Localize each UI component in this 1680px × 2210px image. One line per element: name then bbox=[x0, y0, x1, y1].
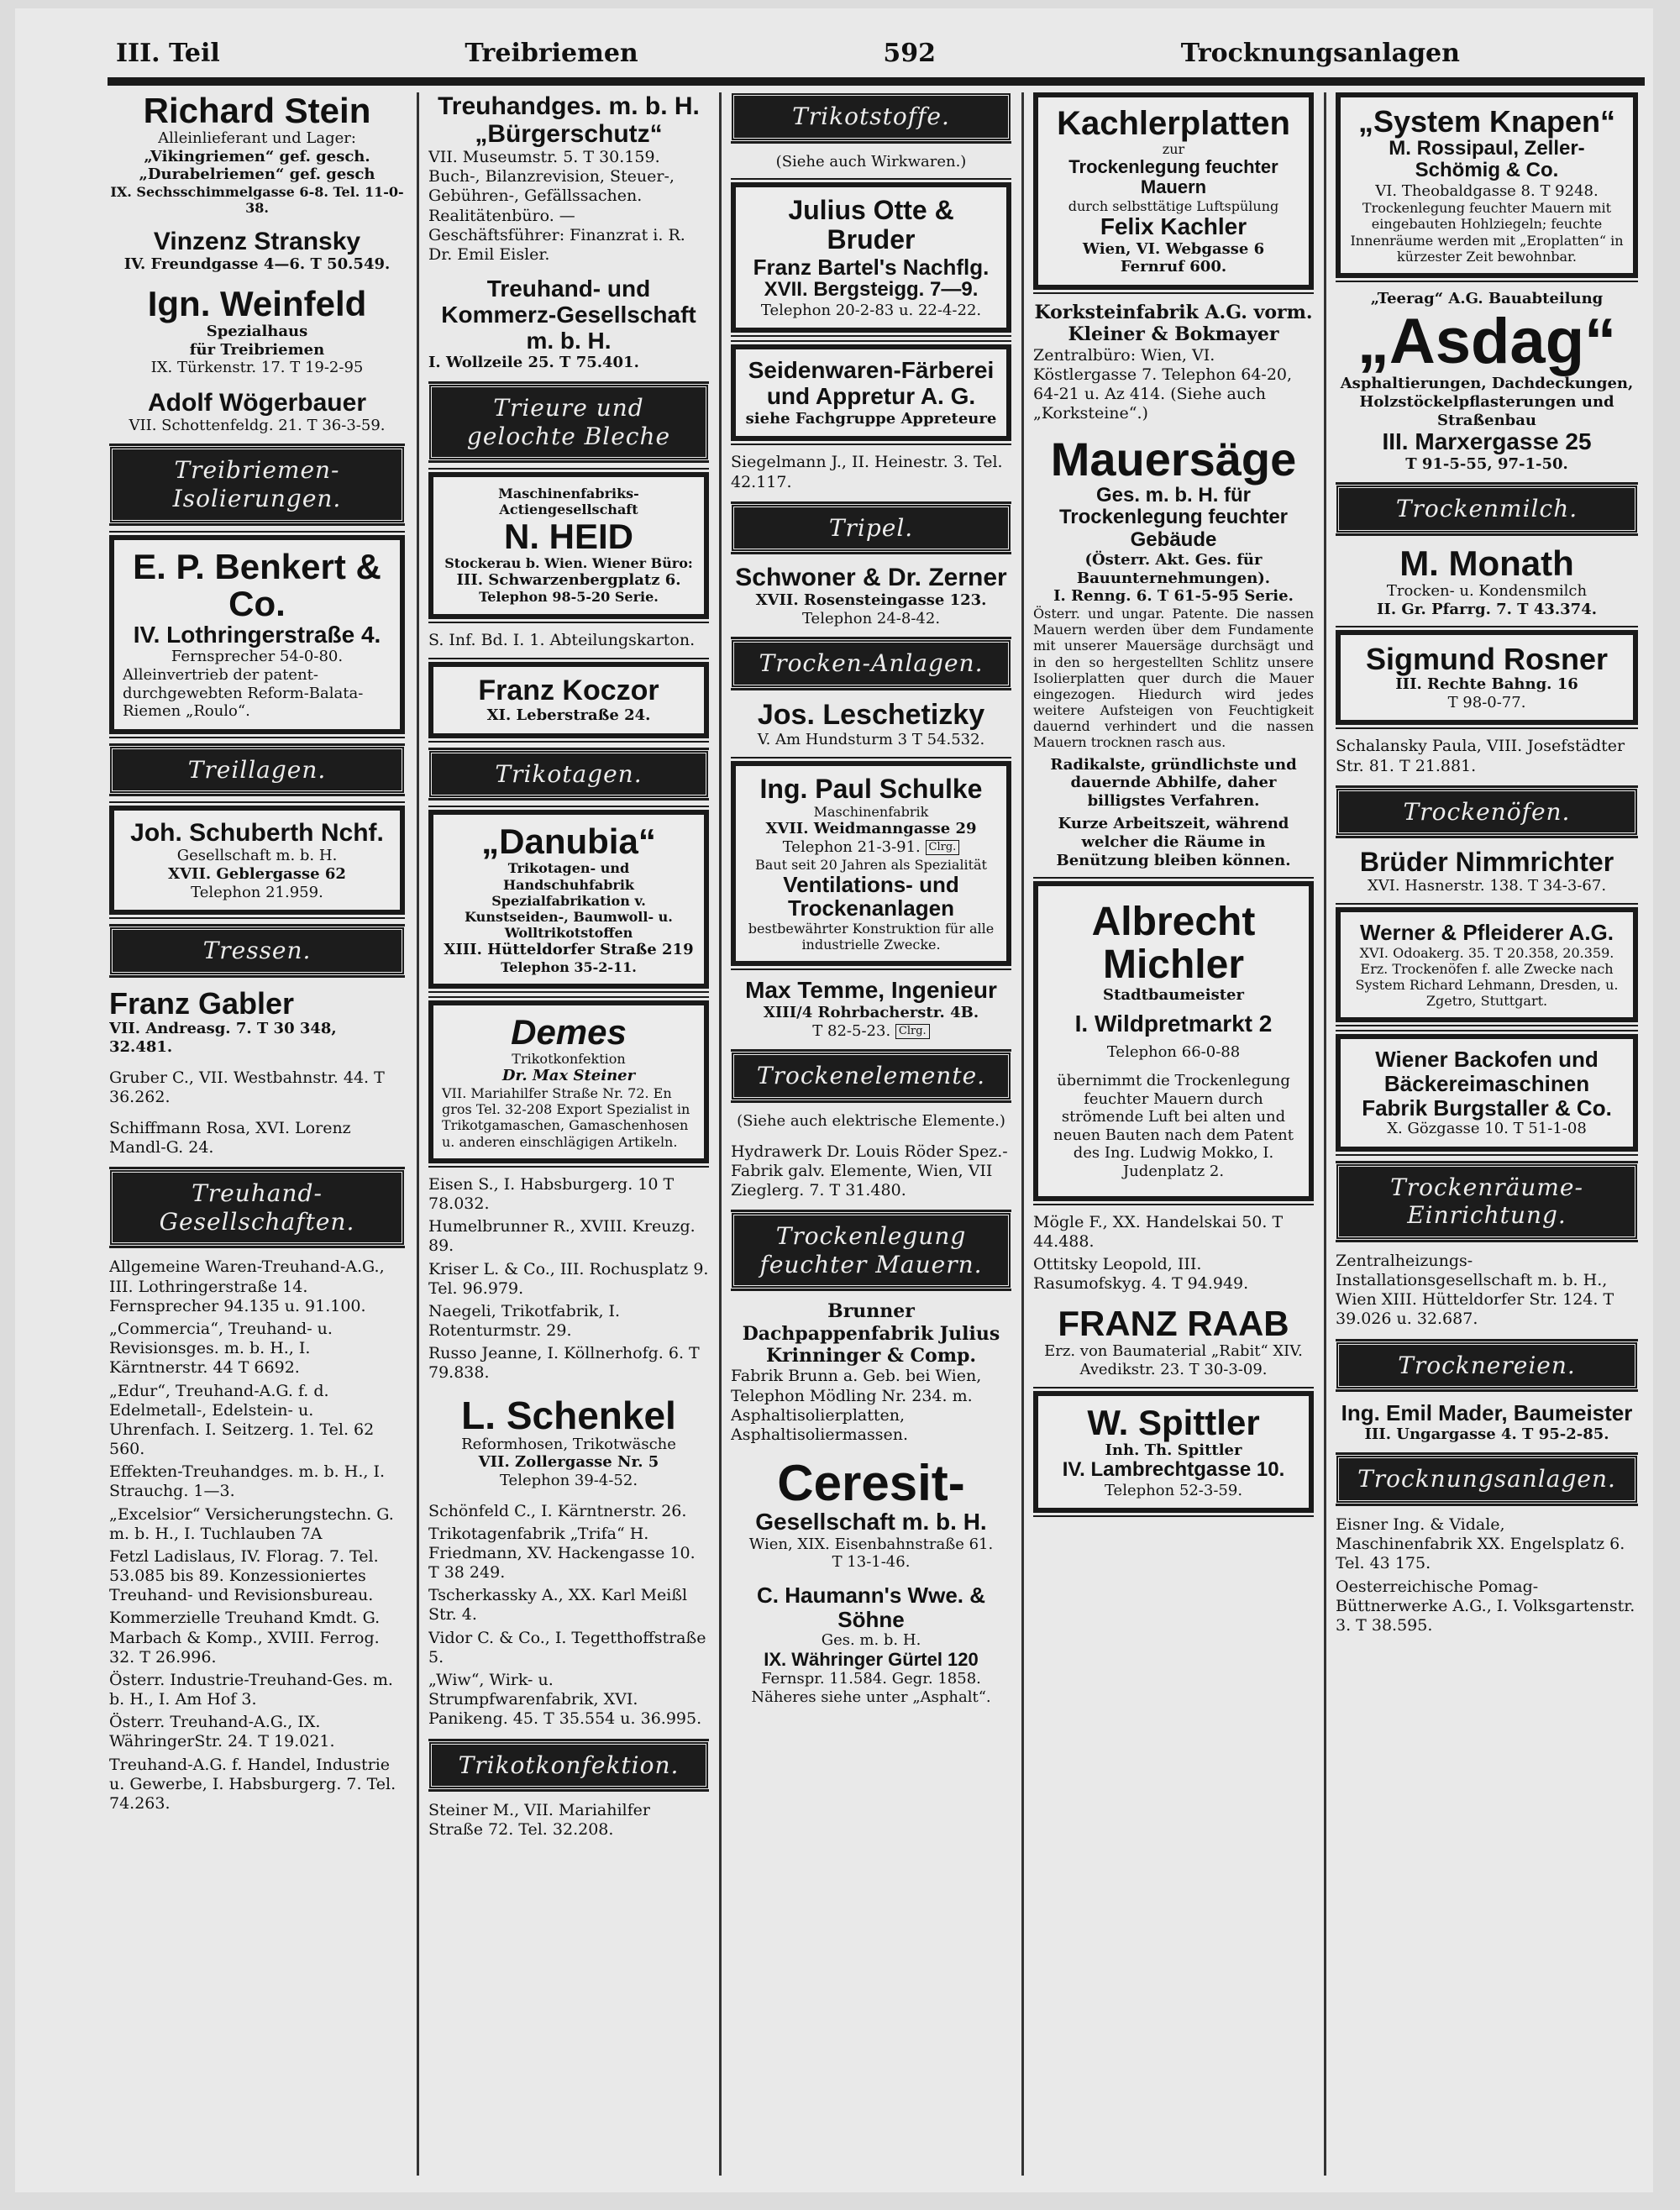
ad-text: VII. Museumstr. 5. T 30.159. Buch-, Bilanzrevision, Steuer-, Gebühren-, Gefällssachen. Realitätenbüro. — Geschäftsführer: Finanzrat i. R. Dr. Emil Eisler. bbox=[428, 148, 685, 264]
advertiser-name: W. Spittler bbox=[1087, 1402, 1260, 1442]
ad-phone: Fernsprecher 54-0-80. bbox=[171, 648, 344, 666]
ad-backofen bbox=[1336, 1034, 1638, 1151]
ad-phone-row bbox=[744, 838, 998, 857]
ad-address: II. Gr. Pfarrg. 7. T 43.374. bbox=[1376, 600, 1597, 618]
ad-phone: Telephon 39-4-52. bbox=[499, 1472, 638, 1490]
ad-temme bbox=[731, 978, 1011, 1040]
section-header: Treibriemen-Isolierungen. bbox=[109, 446, 405, 522]
ad-line: Spezialhaus bbox=[206, 322, 308, 340]
page-number: 592 bbox=[883, 38, 937, 68]
list-item: Zentralheizungs-Installationsgesellschaft m. b. H., Wien XIII. Hütteldorfer Str. 124. T 39.026 u. 32.687. bbox=[1336, 1251, 1614, 1329]
ad-koczor bbox=[428, 662, 709, 738]
ad-line: „Teerag“ A.G. Bauabteilung bbox=[1370, 289, 1604, 307]
ad-kleiner bbox=[1033, 302, 1314, 423]
ad-phone: Telephon 21.959. bbox=[191, 883, 323, 901]
advertiser-name: Brüder Nimmrichter bbox=[1359, 847, 1614, 878]
advertiser-name: E. P. Benkert & Co. bbox=[133, 546, 381, 623]
ad-address: IX. Türkenstr. 17. T 19-2-95 bbox=[150, 359, 364, 377]
ad-phone: Telephon 20-2-83 u. 22-4-22. bbox=[760, 301, 982, 319]
ad-phone: T 13-1-46. bbox=[832, 1553, 911, 1572]
advertiser-name: M. Monath bbox=[1399, 543, 1574, 584]
ad-heid bbox=[428, 472, 709, 618]
ad-schwoner bbox=[731, 564, 1011, 627]
column-rule bbox=[1324, 92, 1326, 2176]
ad-line: Ges. m. b. H. bbox=[821, 1631, 921, 1650]
column-rule bbox=[417, 92, 419, 2176]
running-header bbox=[116, 34, 1460, 72]
list-item: Effekten-Treuhandges. m. b. H., I. Strauchg. 1—3. bbox=[109, 1462, 385, 1501]
ad-text: VII. Mariahilfer Straße Nr. 72. En gros Tel. 32-208 Export Spezialist in Trikotgamaschen, Gamaschenhosen u. anderen einschlägigen Artikeln. bbox=[442, 1085, 690, 1150]
list-item: Schalansky Paula, VIII. Josefstädter Str. 81. T 21.881. bbox=[1336, 737, 1625, 775]
advertiser-name: L. Schenkel bbox=[461, 1393, 676, 1437]
advertiser-name: N. HEID bbox=[503, 516, 633, 556]
list-item: Vidor C. & Co., I. Tegetthoffstraße 5. bbox=[428, 1628, 706, 1667]
ad-spittler bbox=[1033, 1391, 1314, 1514]
ad-line: Alleinlieferant und Lager: bbox=[158, 129, 356, 148]
advertiser-name: Ign. Weinfeld bbox=[147, 283, 367, 323]
advertiser-name: Franz Koczor bbox=[478, 674, 659, 706]
ad-address: XVII. Bergsteigg. 7—9. bbox=[764, 278, 979, 302]
ad-phone: Fernruf 600. bbox=[1120, 258, 1227, 276]
ad-address: III. Schwarzenbergplatz 6. bbox=[456, 570, 681, 589]
ad-mauersaege bbox=[1033, 435, 1314, 869]
section-header: Trocknereien. bbox=[1336, 1341, 1638, 1390]
advertiser-name: Werner & Pfleiderer A.G. bbox=[1360, 920, 1614, 946]
section-header: Trockenlegung feuchter Mauern. bbox=[731, 1212, 1011, 1289]
advertiser-name: Wiener Backofen und Bäckereimaschinen Fabrik Burgstaller & Co. bbox=[1362, 1047, 1612, 1121]
advertiser-name: C. Haumann's Wwe. & Söhne bbox=[757, 1583, 985, 1632]
ad-text: Zentralbüro: Wien, VI. Köstlergasse 7. Telephon 64-20, 64-21 u. Az 414. (Siehe auch „Korksteine“.) bbox=[1033, 345, 1293, 423]
list-item: Kommerzielle Treuhand Kmdt. G. Marbach & Komp., XVIII. Ferrog. 32. T 26.996. bbox=[109, 1609, 381, 1667]
advertiser-name: FRANZ RAAB bbox=[1058, 1304, 1289, 1344]
advertiser-name: Demes bbox=[511, 1012, 627, 1053]
advertiser-name: Treuhand- und Kommerz-Gesellschaft m. b. H. bbox=[441, 276, 696, 354]
advertiser-name: Korksteinfabrik A.G. vorm. Kleiner & Bokmayer bbox=[1034, 301, 1313, 346]
ad-richard-stein bbox=[109, 92, 405, 216]
column-5 bbox=[1336, 92, 1638, 2176]
ad-seidenwaren bbox=[731, 344, 1011, 441]
column-2 bbox=[428, 92, 709, 2176]
list-item: Ottitsky Leopold, III. Rasumofskyg. 4. T 94.949. bbox=[1033, 1254, 1249, 1294]
ad-schuberth bbox=[109, 806, 405, 915]
ad-pfleiderer bbox=[1336, 907, 1638, 1022]
ad-monath bbox=[1336, 545, 1638, 618]
ad-michler bbox=[1033, 881, 1314, 1200]
ad-text: Radikalste, gründlichste und dauernde Abhilfe, daher billigstes Verfahren. bbox=[1050, 755, 1297, 810]
ad-otte bbox=[731, 182, 1011, 333]
ad-krinninger bbox=[731, 1300, 1011, 1445]
list-item: „Edur“, Treuhand-A.G. f. d. Edelmetall-, Edelstein- u. Uhrenfach. I. Seitzerg. 1. Tel. 62 560. bbox=[109, 1381, 375, 1459]
header-rule bbox=[108, 77, 1645, 86]
ad-line: Gesellschaft m. b. H. bbox=[176, 847, 338, 865]
ad-line: für Treibriemen bbox=[189, 340, 325, 359]
section-header: Trikotstoffe. bbox=[731, 92, 1011, 141]
ad-address: IV. Lothringerstraße 4. bbox=[133, 621, 381, 648]
ad-buergerschutz bbox=[428, 92, 709, 265]
ad-address: XVII. Rosensteingasse 123. bbox=[755, 591, 987, 610]
section-header: Trockenmilch. bbox=[1336, 485, 1638, 533]
advertiser-name: Mauersäge bbox=[1050, 433, 1297, 486]
ad-phone: Telephon 98-5-20 Serie. bbox=[479, 589, 659, 606]
section-header: Trocknungsanlagen. bbox=[1336, 1455, 1638, 1504]
ad-line: Trocken- u. Kondensmilch bbox=[1386, 582, 1588, 601]
ad-line: Gesellschaft m. b. H. bbox=[755, 1509, 987, 1535]
ad-address: IV. Freundgasse 4—6. T 50.549. bbox=[123, 255, 391, 274]
section-header: Tressen. bbox=[109, 927, 405, 975]
ad-address: XIII/4 Rohrbacherstr. 4B. bbox=[763, 1004, 979, 1022]
cross-reference: (Siehe auch Wirkwaren.) bbox=[775, 152, 967, 171]
ad-address: V. Am Hundsturm 3 T 54.532. bbox=[757, 731, 985, 749]
ad-text: Trockenlegung feuchter Mauern mit eingebauten Hohlziegeln; feuchte Innenräume werden mit „Eroplatten“ in kürzester Zeit bewohnbar. bbox=[1350, 200, 1624, 265]
list-item: Eisen S., I. Habsburgerg. 10 T 78.032. bbox=[428, 1174, 675, 1213]
section-header: Trikotkonfektion. bbox=[428, 1741, 709, 1790]
advertiser-name: Richard Stein bbox=[143, 92, 371, 130]
ad-phone: T 98-0-77. bbox=[1447, 693, 1526, 711]
newspaper-page bbox=[15, 8, 1653, 2192]
ad-text: Fernspr. 11.584. Gegr. 1858. Näheres siehe unter „Asphalt“. bbox=[751, 1670, 991, 1706]
advertiser-name: Ing. Paul Schulke bbox=[759, 774, 983, 805]
ad-stransky bbox=[109, 228, 405, 274]
ad-address: VII. Zollergasse Nr. 5 bbox=[478, 1453, 659, 1472]
ad-address: XI. Leberstraße 24. bbox=[486, 706, 651, 725]
ad-owner: Inh. Th. Spittler bbox=[1105, 1441, 1242, 1459]
list-item: Fetzl Ladislaus, IV. Florag. 7. Tel. 53.085 bis 89. Konzessioniertes Treuhand- und Revisionsbureau. bbox=[109, 1546, 379, 1605]
section-header: Treillagen. bbox=[109, 746, 405, 795]
list-item: Österr. Industrie-Treuhand-Ges. m. b. H., I. Am Hof 3. bbox=[109, 1670, 393, 1709]
ad-line: Maschinenfabriks-Actiengesellschaft bbox=[498, 486, 639, 518]
advertiser-name: Sigmund Rosner bbox=[1365, 642, 1609, 677]
ad-address: I. Wollzeile 25. T 75.401. bbox=[428, 354, 639, 372]
ad-text: übernimmt die Trockenlegung feuchter Mauern durch strömende Luft bei alten und neuen Bauten nach dem Patent des Ing. Ludwig Mokko, I. Judenplatz 2. bbox=[1053, 1071, 1294, 1180]
advertiser-name: Kachlerplatten bbox=[1057, 105, 1290, 142]
section-header: Trieure und gelochte Bleche bbox=[428, 384, 709, 460]
list-item: Gruber C., VII. Westbahnstr. 44. T 36.262. bbox=[109, 1068, 385, 1106]
ad-address: III. Ungargasse 4. T 95-2-85. bbox=[1364, 1425, 1609, 1443]
ad-line: zur bbox=[1162, 141, 1185, 157]
list-item: Allgemeine Waren-Treuhand-A.G., III. Lothringerstraße 14. Fernsprecher 94.135 u. 91.100. bbox=[109, 1257, 385, 1315]
ad-phone: Telephon 52-3-59. bbox=[1104, 1481, 1243, 1499]
ad-address: VII. Schottenfeldg. 21. T 36-3-59. bbox=[129, 416, 386, 434]
section-header: Trikotagen. bbox=[428, 750, 709, 799]
ad-line: „Durabelriemen“ gef. gesch bbox=[139, 165, 375, 184]
ad-address: XVII. Geblergasse 62 bbox=[168, 865, 346, 884]
ad-asdag bbox=[1336, 290, 1638, 474]
ad-address: III. Rechte Bahng. 16 bbox=[1395, 675, 1578, 694]
ad-line: „Vikingriemen“ gef. gesch. bbox=[144, 147, 370, 165]
ad-address: I. Wildpretmarkt 2 bbox=[1074, 1010, 1273, 1037]
ad-knapen bbox=[1336, 92, 1638, 278]
section-header: Trockenräume-Einrichtung. bbox=[1336, 1163, 1638, 1240]
ad-schulke bbox=[731, 761, 1011, 966]
ad-line: Stadtbaumeister bbox=[1103, 985, 1244, 1004]
ad-address: IX. Währinger Gürtel 120 bbox=[764, 1648, 979, 1670]
list-item: Siegelmann J., II. Heinestr. 3. Tel. 42.117. bbox=[731, 453, 1003, 491]
ad-text: Asphaltierungen, Dachdeckungen, Holzstöckelpflasterungen und Straßenbau bbox=[1340, 375, 1634, 429]
ad-address: XVI. Hasnerstr. 138. T 34-3-67. bbox=[1367, 877, 1607, 895]
ad-line: Trikotkonfektion bbox=[512, 1051, 626, 1068]
ad-address: Wien, XIX. Eisenbahnstraße 61. bbox=[748, 1535, 994, 1553]
ad-mader bbox=[1336, 1401, 1638, 1443]
header-topic-right: Trocknungsanlagen bbox=[1180, 38, 1460, 68]
header-topic-left: Treibriemen bbox=[465, 38, 638, 68]
list-item: Hydrawerk Dr. Louis Röder Spez.-Fabrik galv. Elemente, Wien, VII Zieglerg. 7. T 31.480. bbox=[731, 1142, 1008, 1199]
ad-line: Trockenlegung feuchter Mauern bbox=[1068, 156, 1278, 198]
advertiser-name: Franz Gabler bbox=[109, 985, 295, 1021]
ad-address: Stockerau b. Wien. Wiener Büro: bbox=[444, 554, 693, 571]
ad-text: Ventilations- und Trockenanlagen bbox=[783, 871, 959, 921]
ad-address: XVII. Weidmanngasse 29 bbox=[765, 820, 977, 838]
column-rule bbox=[719, 92, 722, 2176]
ad-text: Kurze Arbeitszeit, während welcher die Räume in Benützung bleiben können. bbox=[1056, 815, 1291, 869]
ad-address: X. Gözgasse 10. T 51-1-08 bbox=[1387, 1120, 1587, 1138]
ad-line: Ges. m. b. H. für Trockenlegung feuchter Gebäude bbox=[1058, 484, 1289, 551]
ad-line: Maschinenfabrik bbox=[813, 804, 929, 821]
ad-address: IV. Lambrechtgasse 10. bbox=[1062, 1458, 1285, 1482]
ad-phone: Telephon 35-2-11. bbox=[501, 959, 637, 976]
ad-phone-row bbox=[731, 1022, 1011, 1041]
ad-text: Erz. von Baumaterial „Rabit“ XIV. Avedikstr. 23. T 30-3-09. bbox=[1044, 1342, 1303, 1378]
list-item: S. Inf. Bd. I. 1. Abteilungskarton. bbox=[428, 630, 696, 649]
ad-line: IX. Sechsschimmelgasse 6-8. Tel. 11-0-38. bbox=[110, 183, 404, 217]
ad-kachler bbox=[1033, 92, 1314, 290]
ad-owner: Dr. Max Steiner bbox=[501, 1067, 636, 1085]
section-header: Trockenelemente. bbox=[731, 1052, 1011, 1100]
advertiser-name: Schwoner & Dr. Zerner bbox=[735, 564, 1007, 592]
ad-text: Fabrik Brunn a. Geb. bei Wien, Telephon Mödling Nr. 234. m. Asphaltisolierplatten, Asphaltisoliermassen. bbox=[731, 1367, 982, 1444]
advertiser-name: Ing. Emil Mader, Baumeister bbox=[1341, 1400, 1633, 1426]
ad-phone: Telephon 66-0-88 bbox=[1106, 1043, 1241, 1062]
list-item: Naegeli, Trikotfabrik, I. Rotenturmstr. 29. bbox=[428, 1301, 621, 1341]
ad-text: Österr. und ungar. Patente. Die nassen Mauern werden über dem Fundamente mit unserer Mauersäge durchsägt und in den so hergestellten Schlitz unsere Isolierplatten quer durch die Mauer eingezogen. Hiedurch wird jedes weitere Aufsteigen von Feuchtigkeit dauernd verhindert und die nassen Mauern trocknen rasch aus. bbox=[1033, 605, 1314, 751]
ad-phone: Telephon 21-3-91. bbox=[782, 838, 921, 856]
ad-phone: Telephon 24-8-42. bbox=[801, 609, 941, 627]
ad-address: Wien, VI. Webgasse 6 bbox=[1082, 239, 1265, 258]
ad-line: Franz Bartel's Nachflg. bbox=[753, 254, 990, 280]
ad-nimmrichter bbox=[1336, 848, 1638, 895]
ad-phone: T 91-5-55, 97-1-50. bbox=[1405, 454, 1568, 473]
advertiser-name: „Asdag“ bbox=[1357, 305, 1617, 377]
ad-text: bestbewährter Konstruktion für alle industrielle Zwecke. bbox=[748, 920, 995, 953]
list-item: „Commercia“, Treuhand- u. Revisionsges. m. b. H., I. Kärntnerstr. 44 T 6692. bbox=[109, 1320, 333, 1378]
ad-weinfeld bbox=[109, 283, 405, 377]
advertiser-name: Brunner Dachpappenfabrik Julius Krinninger & Comp. bbox=[742, 1300, 1000, 1367]
clearing-stamp: Clrg. bbox=[895, 1024, 930, 1039]
list-item: „Excelsior“ Versicherungstechn. G. m. b. H., I. Tuchlauben 7A bbox=[109, 1504, 394, 1543]
section-header: Trocken-Anlagen. bbox=[731, 639, 1011, 688]
list-item: Treuhand-A.G. f. Handel, Industrie u. Gewerbe, I. Habsburgerg. 7. Tel. 74.263. bbox=[109, 1755, 396, 1813]
advertiser-name: Adolf Wögerbauer bbox=[148, 388, 366, 417]
list-item: Tscherkassky A., XX. Karl Meißl Str. 4. bbox=[428, 1586, 688, 1625]
ad-kommerz bbox=[428, 276, 709, 372]
ad-text: Trikotagen- und Handschuhfabrik Spezialfabrikation v. Kunstseiden-, Baumwoll- u. Wolltrikotstoffen bbox=[465, 860, 673, 942]
advertiser-name: Jos. Leschetizky bbox=[757, 699, 985, 732]
ad-schenkel bbox=[428, 1395, 709, 1490]
ad-ceresit bbox=[731, 1457, 1011, 1572]
list-item: „Wiw“, Wirk- u. Strumpfwarenfabrik, XVI. Panikeng. 45. T 35.554 u. 36.995. bbox=[428, 1671, 702, 1729]
ad-woegerbauer bbox=[109, 389, 405, 435]
ad-rosner bbox=[1336, 630, 1638, 725]
ad-line: Reformhosen, Trikotwäsche bbox=[461, 1435, 676, 1453]
list-item: Trikotagenfabrik „Trifa“ H. Friedmann, XV. Hackengasse 10. T 38 249. bbox=[428, 1524, 696, 1583]
list-item: Oesterreichische Pomag-Büttnerwerke A.G., I. Volksgartenstr. 3. T 38.595. bbox=[1336, 1577, 1635, 1635]
section-header: Tripel. bbox=[731, 504, 1011, 553]
list-item: Kriser L. & Co., III. Rochusplatz 9. Tel. 96.979. bbox=[428, 1259, 709, 1298]
ad-danubia bbox=[428, 810, 709, 989]
advertiser-name: „System Knapen“ bbox=[1357, 104, 1616, 139]
ad-address: XIII. Hütteldorfer Straße 219 bbox=[444, 941, 694, 959]
advertiser-name: Ceresit- bbox=[777, 1455, 965, 1512]
ad-leschetizky bbox=[731, 700, 1011, 749]
column-4 bbox=[1033, 92, 1314, 2176]
list-item: Mögle F., XX. Handelskai 50. T 44.488. bbox=[1033, 1212, 1284, 1251]
advertiser-name: Joh. Schuberth Nchf. bbox=[130, 819, 384, 848]
ad-owner: Felix Kachler bbox=[1100, 213, 1247, 239]
list-item: Humelbrunner R., XVIII. Kreuzg. 89. bbox=[428, 1217, 696, 1256]
list-item: Russo Jeanne, I. Köllnerhofg. 6. T 79.838. bbox=[428, 1344, 700, 1383]
ad-address: III. Marxergasse 25 bbox=[1382, 428, 1592, 455]
ad-demes bbox=[428, 1000, 709, 1163]
section-header: Trockenöfen. bbox=[1336, 788, 1638, 837]
ad-haumann bbox=[731, 1583, 1011, 1706]
ad-address: I. Renng. 6. T 61-5-95 Serie. bbox=[1053, 587, 1294, 606]
ad-raab bbox=[1033, 1305, 1314, 1378]
ad-line: (Österr. Akt. Ges. für Bauunternehmungen). bbox=[1076, 551, 1271, 587]
advertiser-name: Vinzenz Stransky bbox=[153, 228, 361, 256]
ad-benkert bbox=[109, 535, 405, 734]
ad-line: M. Rossipaul, Zeller-Schömig & Co. bbox=[1389, 136, 1585, 182]
advertiser-name: Treuhandges. m. b. H. „Bürgerschutz“ bbox=[438, 92, 700, 148]
ad-line: siehe Fachgruppe Appreteure bbox=[745, 409, 997, 428]
list-item: Eisner Ing. & Vidale, Maschinenfabrik XX. Engelsplatz 6. Tel. 43 175. bbox=[1336, 1515, 1625, 1573]
cross-reference: (Siehe auch elektrische Elemente.) bbox=[737, 1111, 1005, 1130]
advertiser-name: Seidenwaren-Färberei und Appretur A. G. bbox=[748, 357, 995, 409]
ad-text: Baut seit 20 Jahren als Spezialität bbox=[755, 856, 987, 873]
column-3 bbox=[731, 92, 1011, 2176]
advertiser-name: Max Temme, Ingenieur bbox=[745, 977, 997, 1004]
list-item: Österr. Treuhand-A.G., IX. WähringerStr. 24. T 19.021. bbox=[109, 1713, 335, 1751]
ad-address: VII. Andreasg. 7. T 30 348, 32.481. bbox=[109, 1020, 337, 1057]
header-section: III. Teil bbox=[116, 38, 220, 68]
column-rule bbox=[1021, 92, 1024, 2176]
ad-line: durch selbsttätige Luftspülung bbox=[1068, 197, 1279, 214]
clearing-stamp: Clrg. bbox=[926, 840, 960, 855]
ad-phone: T 82-5-23. bbox=[812, 1021, 891, 1040]
ad-gabler bbox=[109, 987, 405, 1057]
list-item: Steiner M., VII. Mariahilfer Straße 72. Tel. 32.208. bbox=[428, 1801, 650, 1840]
ad-address: VI. Theobaldgasse 8. T 9248. bbox=[1375, 181, 1599, 200]
list-item: Schönfeld C., I. Kärntnerstr. 26. bbox=[428, 1501, 687, 1520]
ad-text: Alleinvertrieb der patent-durchgewebten Reform-Balata-Riemen „Roulo“. bbox=[123, 666, 364, 721]
list-item: Schiffmann Rosa, XVI. Lorenz Mandl-G. 24. bbox=[109, 1118, 351, 1157]
ad-text: XVI. Odoakerg. 35. T 20.358, 20.359. Erz. Trockenöfen f. alle Zwecke nach System Richard Lehmann, Dresden, u. Zgetro, Stuttgart. bbox=[1355, 944, 1619, 1010]
advertiser-name: Albrecht Michler bbox=[1091, 900, 1256, 987]
section-header: Treuhand-Gesellschaften. bbox=[109, 1169, 405, 1246]
column-1 bbox=[109, 92, 405, 2176]
advertiser-name: „Danubia“ bbox=[481, 822, 656, 862]
advertiser-name: Julius Otte & Bruder bbox=[788, 195, 954, 255]
